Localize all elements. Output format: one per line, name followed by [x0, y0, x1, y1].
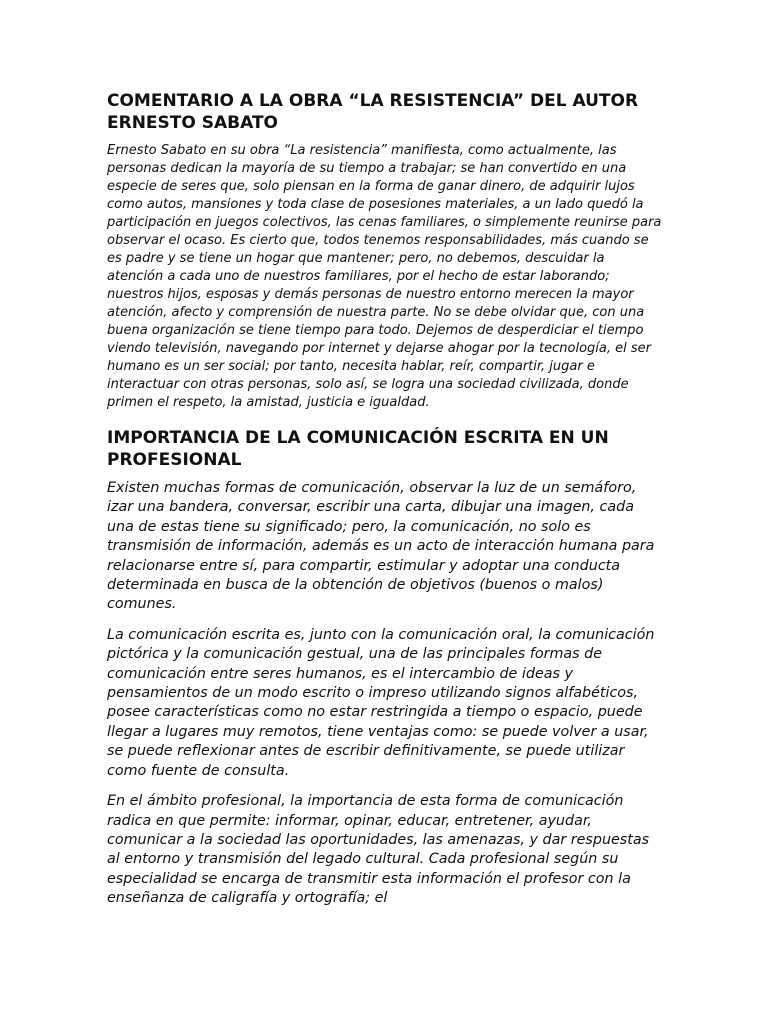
title-importancia: IMPORTANCIA DE LA COMUNICACIÓN ESCRITA EN UN PROFESIONAL: [107, 428, 609, 470]
title-comentario: COMENTARIO A LA OBRA “LA RESISTENCIA” DEL AUTOR ERNESTO SABATO: [107, 91, 639, 133]
document-content: [107, 90, 663, 909]
paragraph-ambito-profesional: En el ámbito profesional, la importancia de esta forma de comunicación radica en que permite: informar, opinar, educar, entretener, ayudar, comunicar a la sociedad las oportunidades, las amenazas, y dar respuestas al entorno y transmisión del legado cultural. Cada profesional según su especialidad se encarga de transmitir esta información el profesor con la enseñanza de caligrafía y ortografía; el: [107, 793, 650, 907]
paragraph-comunicacion-escrita: La comunicación escrita es, junto con la comunicación oral, la comunicación pictórica y la comunicación gestual, una de las principales formas de comunicación entre seres humanos, es el intercambio de ideas y pensamientos de un modo escrito o impreso utilizando signos alfabéticos, posee características como no estar restringida a tiempo o espacio, puede llegar a lugares muy remotos, tiene ventajas como: se puede volver a usar, se puede reflexionar antes de escribir definitivamente, se puede utilizar como fuente de consulta.: [107, 626, 655, 779]
paragraph-comentario: Ernesto Sabato en su obra “La resistencia” manifiesta, como actualmente, las personas dedican la mayoría de su tiempo a trabajar; se han convertido en una especie de seres que, solo piensan en la forma de ganar dinero, de adquirir lujos como autos, mansiones y toda clase de posesiones materiales, a un lado quedó la participación en juegos colectivos, las cenas familiares, o simplemente reunirse para observar el ocaso. Es cierto que, todos tenemos responsabilidades, más cuando se es padre y se tiene un hogar que mantener; pero, no debemos, descuidar la atención a cada uno de nuestros familiares, por el hecho de estar laborando; nuestros hijos, esposas y demás personas de nuestro entorno merecen la mayor atención, afecto y comprensión de nuestra parte. No se debe olvidar que, con una buena organización se tiene tiempo para todo. Dejemos de desperdiciar el tiempo viendo televisión, navegando por internet y dejarse ahogar por la tecnología, el ser humano es un ser social; por tanto, necesita hablar, reír, compartir, jugar e interactuar con otras personas, solo así, se logra una sociedad civilizada, donde primen el respeto, la amistad, justicia e igualdad.: [107, 143, 662, 410]
paragraph-formas-comunicacion: Existen muchas formas de comunicación, observar la luz de un semáforo, izar una bandera, conversar, escribir una carta, dibujar una imagen, cada una de estas tiene su significado; pero, la comunicación, no solo es transmisión de información, además es un acto de interacción humana para relacionarse entre sí, para compartir, estimular y adoptar una conducta determinada en busca de la obtención de objetivos (buenos o malos) comunes.: [107, 480, 655, 613]
